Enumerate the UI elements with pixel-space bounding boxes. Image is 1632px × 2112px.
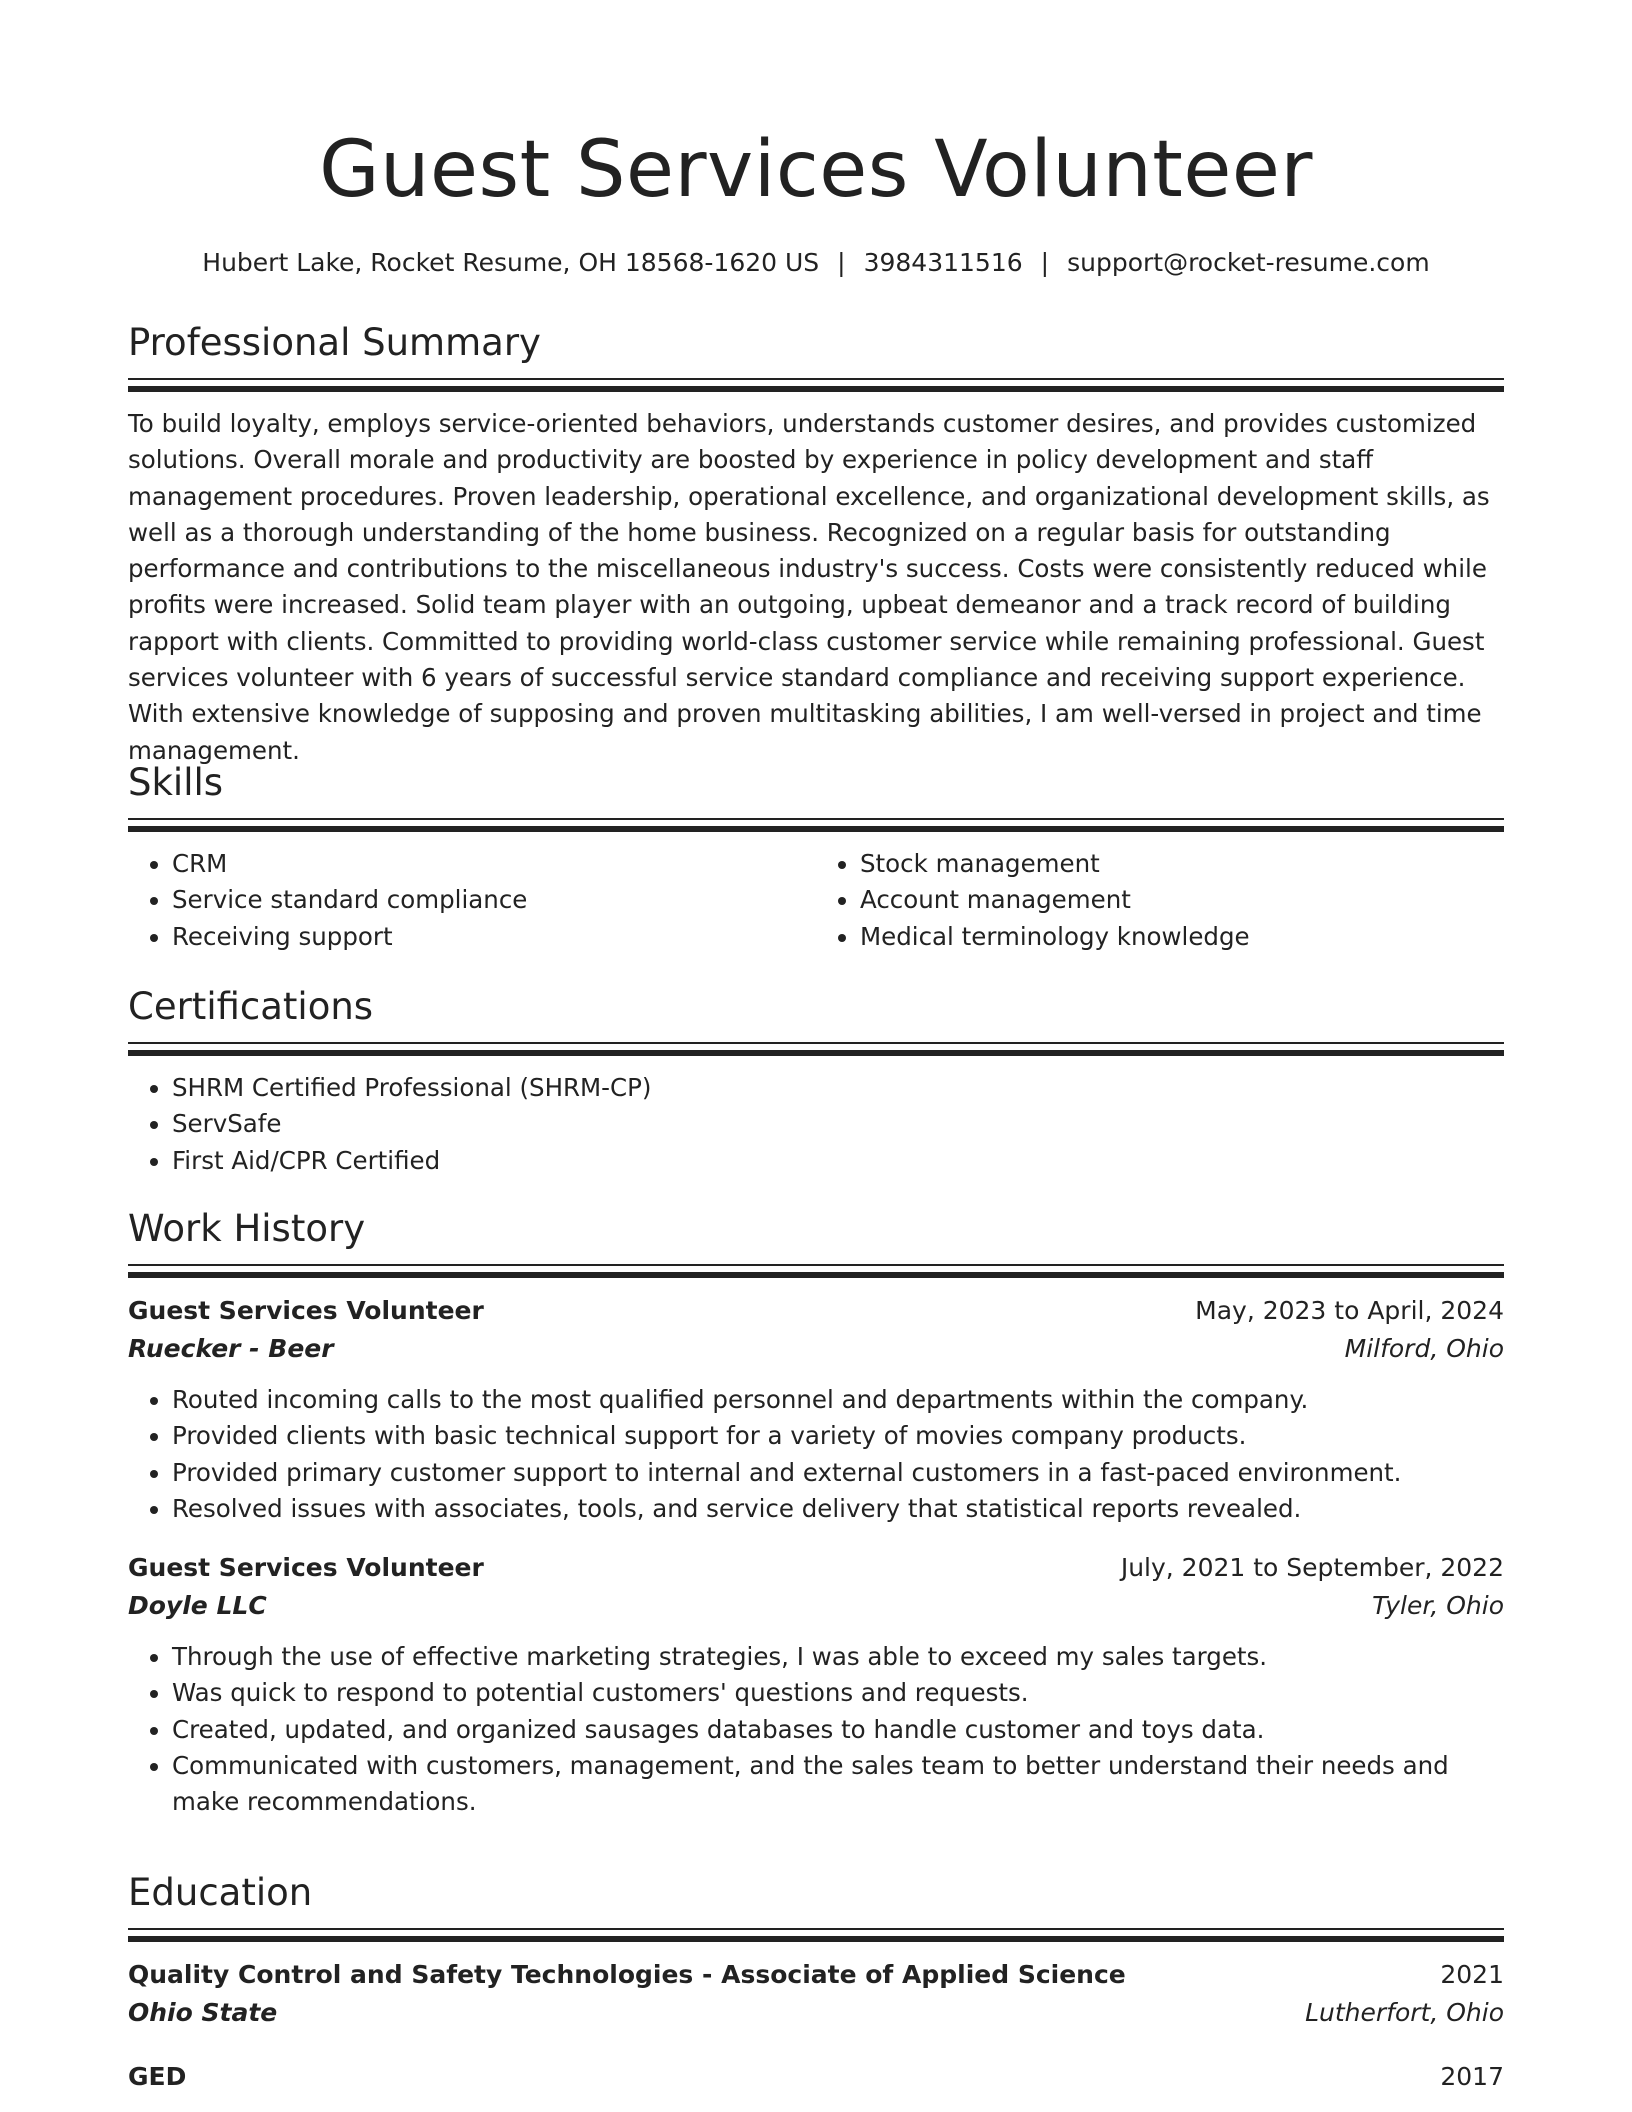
job-entry	[128, 1292, 1504, 1527]
section-title-work-history: Work History	[128, 1207, 366, 1250]
contact-email[interactable]: support@rocket-resume.com	[1067, 248, 1430, 277]
skill-item: • Stock management	[860, 846, 1504, 882]
section-divider	[128, 378, 1504, 392]
education-degree: GED	[128, 2062, 187, 2091]
resume-name: Guest Services Volunteer	[319, 125, 1313, 215]
certifications-section	[128, 982, 1504, 1179]
job-duty: • Resolved issues with associates, tools, and service delivery that statistical reports revealed.	[172, 1491, 1504, 1527]
certifications-list	[128, 1070, 1504, 1179]
education-section	[128, 1868, 1504, 2096]
job-duties-list	[128, 1382, 1504, 1527]
education-entry	[128, 1956, 1504, 2032]
section-title-certifications: Certifications	[128, 985, 374, 1028]
education-header	[128, 2058, 1504, 2096]
job-duty: • Routed incoming calls to the most qualified personnel and departments within the company.	[172, 1382, 1504, 1418]
education-location: Lutherfort, Ohio	[1305, 1998, 1504, 2027]
certification-item: • ServSafe	[172, 1106, 1504, 1142]
skills-grid	[128, 846, 1504, 955]
education-year: 2017	[1440, 2062, 1504, 2091]
job-company: Ruecker - Beer	[128, 1334, 334, 1363]
job-header	[128, 1549, 1504, 1587]
education-header	[128, 1956, 1504, 1994]
education-school: Ohio State	[128, 1998, 278, 2027]
certification-item: • SHRM Certified Professional (SHRM-CP)	[172, 1070, 1504, 1106]
section-divider	[128, 1042, 1504, 1056]
skill-item: • Receiving support	[172, 919, 816, 955]
job-duties-list	[128, 1639, 1504, 1820]
job-location: Tyler, Ohio	[1372, 1591, 1504, 1621]
job-entry	[128, 1549, 1504, 1820]
contact-line	[128, 246, 1504, 280]
skill-item: • Account management	[860, 882, 1504, 918]
job-subheader	[128, 1330, 1504, 1368]
job-duty: • Communicated with customers, management, and the sales team to better understand their needs and make recommendations.	[172, 1748, 1504, 1821]
skills-section	[128, 758, 1504, 955]
education-subheader	[128, 1994, 1504, 2032]
work-history-section	[128, 1204, 1504, 1821]
certification-item: • First Aid/CPR Certified	[172, 1143, 1504, 1179]
contact-address: Hubert Lake, Rocket Resume, OH 18568-1620 US	[202, 248, 820, 277]
job-duty: • Provided primary customer support to internal and external customers in a fast-paced environment.	[172, 1455, 1504, 1491]
job-duty: • Was quick to respond to potential customers' questions and requests.	[172, 1675, 1504, 1711]
resume-page	[128, 0, 1504, 2091]
education-year: 2021	[1440, 1960, 1504, 1989]
summary-section	[128, 318, 1504, 769]
section-divider	[128, 1264, 1504, 1278]
section-title-education: Education	[128, 1871, 313, 1914]
job-title: Guest Services Volunteer	[128, 1296, 484, 1325]
summary-text: To build loyalty, employs service-oriented behaviors, understands customer desires, and provides customized solutions. Overall morale and productivity are boosted by experience in policy development and staff management procedures. Proven leadership, operational excellence, and organizational development skills, as well as a thorough understanding of the home business. Recognized on a regular basis for outstanding performance and contributions to the miscellaneous industry's success. Costs were consistently reduced while profits were increased. Solid team player with an outgoing, upbeat demeanor and a track record of building rapport with clients. Committed to providing world-class customer service while remaining professional. Guest services volunteer with 6 years of successful service standard compliance and receiving support experience. With extensive knowledge of supposing and proven multitasking abilities, I am well-versed in project and time management.	[128, 409, 1490, 765]
skills-list-left	[128, 846, 816, 955]
contact-separator: |	[837, 248, 846, 277]
job-subheader	[128, 1587, 1504, 1625]
contact-separator: |	[1040, 248, 1050, 277]
job-title: Guest Services Volunteer	[128, 1553, 484, 1583]
job-dates: May, 2023 to April, 2024	[1195, 1296, 1504, 1325]
job-duty: • Created, updated, and organized sausages databases to handle customer and toys data.	[172, 1712, 1504, 1748]
section-divider	[128, 818, 1504, 832]
job-company: Doyle LLC	[128, 1591, 267, 1621]
job-header	[128, 1292, 1504, 1330]
section-divider	[128, 1928, 1504, 1942]
skills-list-right	[816, 846, 1504, 955]
job-duty: • Provided clients with basic technical support for a variety of movies company products.	[172, 1418, 1504, 1454]
contact-phone: 3984311516	[863, 248, 1023, 277]
section-title-summary: Professional Summary	[128, 321, 541, 364]
education-entry	[128, 2058, 1504, 2096]
skill-item: • Service standard compliance	[172, 882, 816, 918]
education-degree: Quality Control and Safety Technologies - Associate of Applied Science	[128, 1960, 1126, 1989]
job-duty: • Through the use of effective marketing strategies, I was able to exceed my sales targets.	[172, 1639, 1504, 1675]
job-location: Milford, Ohio	[1344, 1334, 1504, 1363]
section-title-skills: Skills	[128, 761, 224, 804]
skill-item: • CRM	[172, 846, 816, 882]
skill-item: • Medical terminology knowledge	[860, 919, 1504, 955]
job-dates: July, 2021 to September, 2022	[1120, 1553, 1504, 1583]
